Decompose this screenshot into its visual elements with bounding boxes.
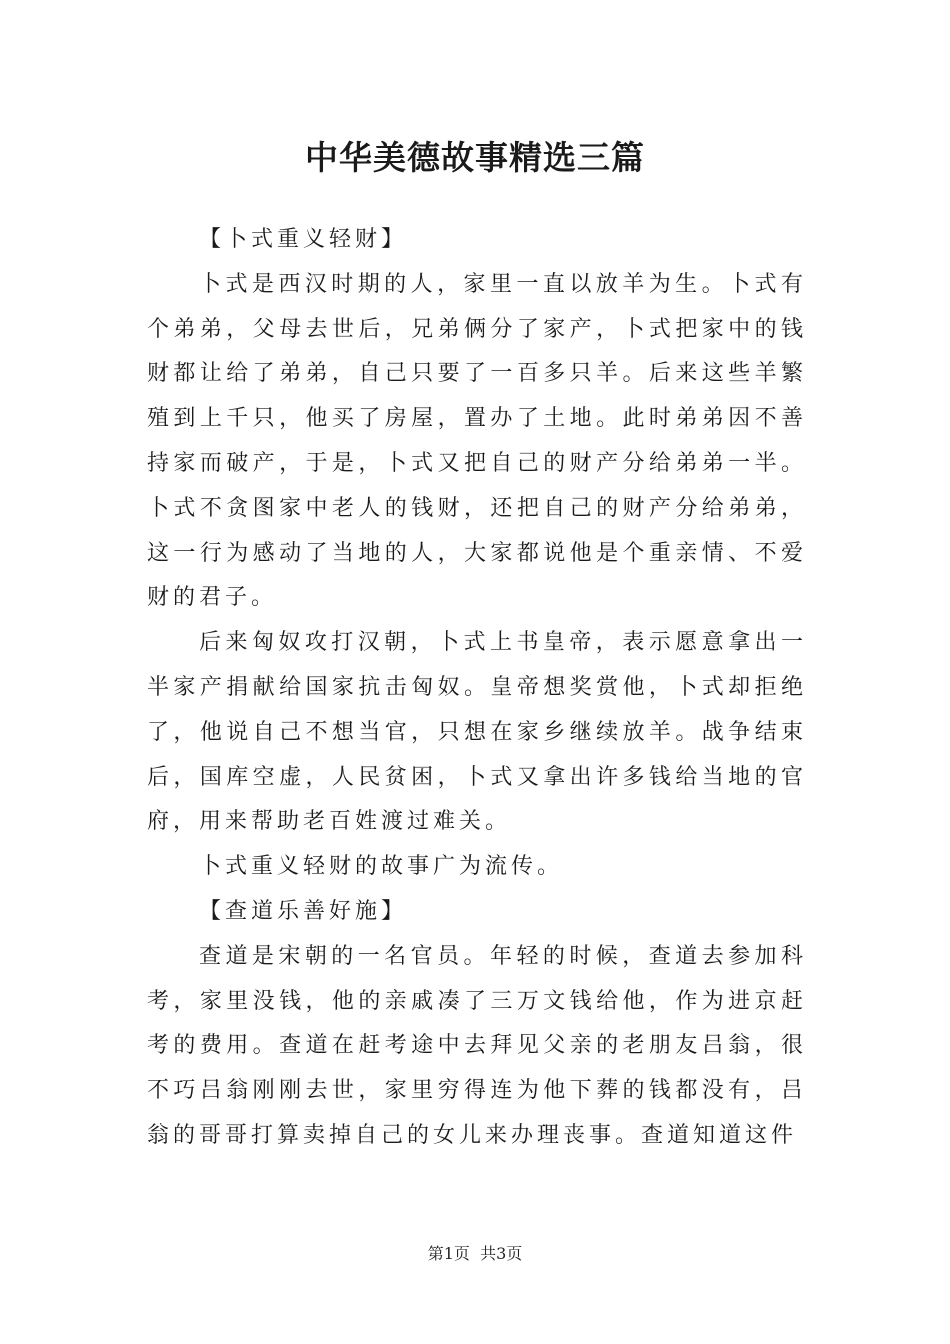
body-paragraph: 卜式重义轻财的故事广为流传。 (199, 854, 564, 880)
document-title: 中华美德故事精选三篇 (305, 138, 645, 177)
section-heading: 【卜式重义轻财】 (199, 227, 408, 252)
body-paragraph: 查道是宋朝的一名官员。年轻的时候，查道去参加科考，家里没钱，他的亲戚凑了三万文钱给他，作为进京赶考的费用。查道在赶考途中去拜见父亲的老朋友吕翁，很不巧吕翁刚刚去世，家里穷得连为他下葬的钱都没有，吕翁的哥哥打算卖掉自己的女儿来办理丧事。查道知道这件 (147, 943, 807, 1148)
section-heading: 【查道乐善好施】 (199, 898, 408, 924)
body-paragraph: 卜式是西汉时期的人，家里一直以放羊为生。卜式有个弟弟，父母去世后，兄弟俩分了家产，卜式把家中的钱财都让给了弟弟，自己只要了一百多只羊。后来这些羊繁殖到上千只，他买了房屋，置办了土地。此时弟弟因不善持家而破产，于是，卜式又把自己的财产分给弟弟一半。卜式不贪图家中老人的钱财，还把自己的财产分给弟弟，这一行为感动了当地的人，大家都说他是个重亲情、不爱财的君子。 (147, 271, 807, 611)
page-number-footer: 第1页 共3页 (427, 1244, 523, 1263)
document-body (147, 218, 807, 1159)
body-paragraph: 后来匈奴攻打汉朝，卜式上书皇帝，表示愿意拿出一半家产捐献给国家抗击匈奴。皇帝想奖赏他，卜式却拒绝了，他说自己不想当官，只想在家乡继续放羊。战争结束后，国库空虚，人民贫困，卜式又拿出许多钱给当地的官府，用来帮助老百姓渡过难关。 (147, 630, 807, 835)
